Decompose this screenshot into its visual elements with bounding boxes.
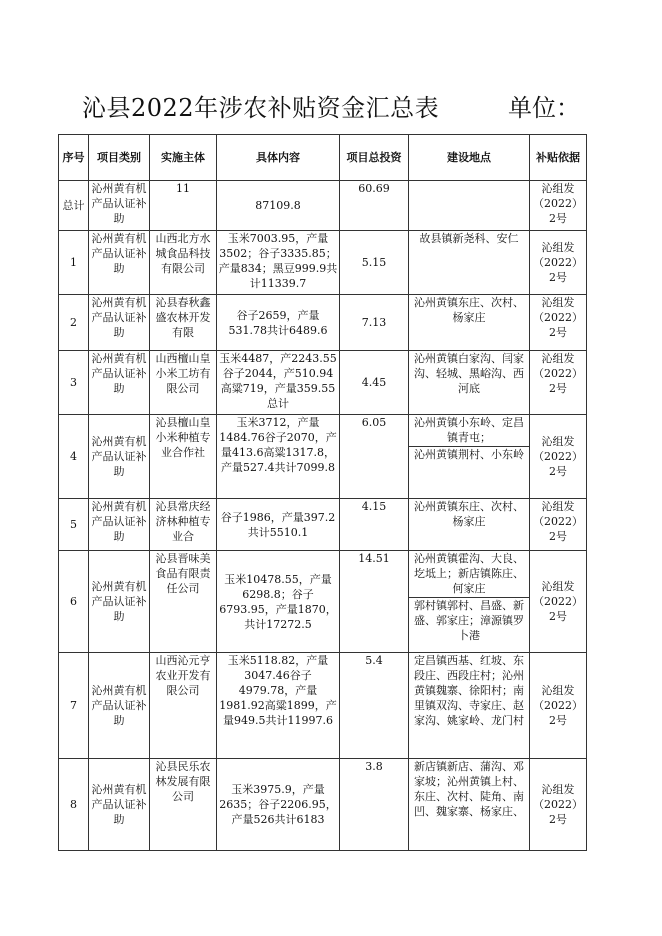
row-number: 8 xyxy=(59,759,89,851)
location-cell: 沁州黄镇东庄、次村、杨家庄 xyxy=(409,295,530,351)
header-cell: 具体内容 xyxy=(217,135,340,181)
location-part: 沁州黄镇荆村、小东岭 xyxy=(414,448,524,461)
category-cell: 沁州黄有机产品认证补助 xyxy=(89,351,150,415)
table-row xyxy=(59,759,587,851)
page-title: 沁县2022年涉农补贴资金汇总表 xyxy=(82,94,440,122)
content-cell: 玉米4487，产2243.55谷子2044，产510.94高粱719，产量359.55总计 xyxy=(217,351,340,415)
header-cell: 实施主体 xyxy=(150,135,217,181)
entity-cell: 沁县檀山皇小米种植专业合作社 xyxy=(150,415,217,499)
location-cell: 新店镇新店、蒲沟、邓家坡；沁州黄镇上村、东庄、次村、陡角、南凹、魏家寨、杨家庄、 xyxy=(409,759,530,851)
category-cell: 沁州黄有机产品认证补助 xyxy=(89,653,150,759)
entity-cell: 沁县民乐农林发展有限公司 xyxy=(150,759,217,851)
basis-cell: 沁组发（2022）2号 xyxy=(530,499,587,551)
content-cell: 玉米10478.55，产量6298.8；谷子6793.95，产量1870，共计17272.5 xyxy=(217,551,340,653)
table-row xyxy=(59,551,587,653)
investment-cell: 5.15 xyxy=(340,231,409,295)
category-cell: 沁州黄有机产品认证补助 xyxy=(89,759,150,851)
table-row xyxy=(59,231,587,295)
location-cell xyxy=(409,551,530,653)
row-number: 3 xyxy=(59,351,89,415)
investment-cell: 4.45 xyxy=(340,351,409,415)
location-part: 沁州黄镇小东岭、定昌镇青屯； xyxy=(409,415,529,447)
entity-cell: 沁县晋味美食品有限责任公司 xyxy=(150,551,217,653)
location-cell: 沁州黄镇东庄、次村、杨家庄 xyxy=(409,499,530,551)
table-row xyxy=(59,351,587,415)
row-number: 1 xyxy=(59,231,89,295)
investment-cell: 60.69 xyxy=(340,181,409,231)
row-number: 5 xyxy=(59,499,89,551)
basis-cell: 沁组发（2022）2号 xyxy=(530,759,587,851)
entity-cell: 山西北方水城食品科技有限公司 xyxy=(150,231,217,295)
content-cell: 87109.8 xyxy=(217,181,340,231)
table-row xyxy=(59,415,587,499)
location-cell: 故县镇新尧科、安仁 xyxy=(409,231,530,295)
row-number: 总计 xyxy=(59,181,89,231)
investment-cell: 5.4 xyxy=(340,653,409,759)
category-cell: 沁州黄有机产品认证补助 xyxy=(89,499,150,551)
basis-cell: 沁组发（2022）2号 xyxy=(530,231,587,295)
header-cell: 序号 xyxy=(59,135,89,181)
total-row xyxy=(59,181,587,231)
content-cell: 谷子1986，产量397.2共计5510.1 xyxy=(217,499,340,551)
location-cell: 沁州黄镇白家沟、闫家沟、轻城、黑峪沟、西河底 xyxy=(409,351,530,415)
category-cell: 沁州黄有机产品认证补助 xyxy=(89,551,150,653)
location-cell xyxy=(409,415,530,499)
content-cell: 谷子2659，产量531.78共计6489.6 xyxy=(217,295,340,351)
header-cell: 项目类别 xyxy=(89,135,150,181)
category-cell: 沁州黄有机产品认证补助 xyxy=(89,231,150,295)
subsidy-table xyxy=(58,134,587,851)
investment-cell: 7.13 xyxy=(340,295,409,351)
category-cell: 沁州黄有机产品认证补助 xyxy=(89,181,150,231)
basis-cell: 沁组发（2022）2号 xyxy=(530,295,587,351)
row-number: 7 xyxy=(59,653,89,759)
entity-cell: 山西檀山皇小米工坊有限公司 xyxy=(150,351,217,415)
basis-cell: 沁组发（2022）2号 xyxy=(530,415,587,499)
header-cell: 项目总投资 xyxy=(340,135,409,181)
content-cell: 玉米7003.95，产量3502；谷子3335.85；产量834；黑豆999.9共计11339.7 xyxy=(217,231,340,295)
table-row xyxy=(59,295,587,351)
investment-cell: 4.15 xyxy=(340,499,409,551)
content-cell: 玉米3975.9，产量2635；谷子2206.95，产量526共计6183 xyxy=(217,759,340,851)
category-cell: 沁州黄有机产品认证补助 xyxy=(89,415,150,499)
location-part: 沁州黄镇霍沟、大良、圪坻上；新店镇陈庄、何家庄 xyxy=(409,551,529,598)
row-number: 4 xyxy=(59,415,89,499)
location-part: 郭村镇郭村、昌盛、新盛、郭家庄；漳源镇罗卜港 xyxy=(414,599,524,642)
entity-cell: 沁县春秋鑫盛农林开发有限 xyxy=(150,295,217,351)
basis-cell: 沁组发（2022）2号 xyxy=(530,351,587,415)
investment-cell: 6.05 xyxy=(340,415,409,499)
unit-label: 单位： xyxy=(508,94,580,122)
investment-cell: 14.51 xyxy=(340,551,409,653)
header-cell: 补贴依据 xyxy=(530,135,587,181)
category-cell: 沁州黄有机产品认证补助 xyxy=(89,295,150,351)
entity-cell: 沁县常庆经济林种植专业合 xyxy=(150,499,217,551)
entity-cell: 山西沁元亨农业开发有限公司 xyxy=(150,653,217,759)
location-cell: 定昌镇西基、红坡、东段庄、西段庄村；沁州黄镇魏寨、徐阳村；南里镇双沟、寺家庄、赵家沟、姚家岭、龙门村 xyxy=(409,653,530,759)
basis-cell: 沁组发（2022）2号 xyxy=(530,181,587,231)
header-cell: 建设地点 xyxy=(409,135,530,181)
location-cell xyxy=(409,181,530,231)
basis-cell: 沁组发（2022）2号 xyxy=(530,653,587,759)
entity-cell: 11 xyxy=(150,181,217,231)
table-row xyxy=(59,653,587,759)
basis-cell: 沁组发（2022）2号 xyxy=(530,551,587,653)
table-row xyxy=(59,499,587,551)
row-number: 6 xyxy=(59,551,89,653)
investment-cell: 3.8 xyxy=(340,759,409,851)
content-cell: 玉米3712，产量1484.76谷子2070，产量413.6高粱1317.8，产量527.4共计7099.8 xyxy=(217,415,340,499)
row-number: 2 xyxy=(59,295,89,351)
content-cell: 玉米5118.82，产量3047.46谷子4979.78，产量1981.92高粱1899，产量949.5共计11997.6 xyxy=(217,653,340,759)
header-row xyxy=(59,135,587,181)
